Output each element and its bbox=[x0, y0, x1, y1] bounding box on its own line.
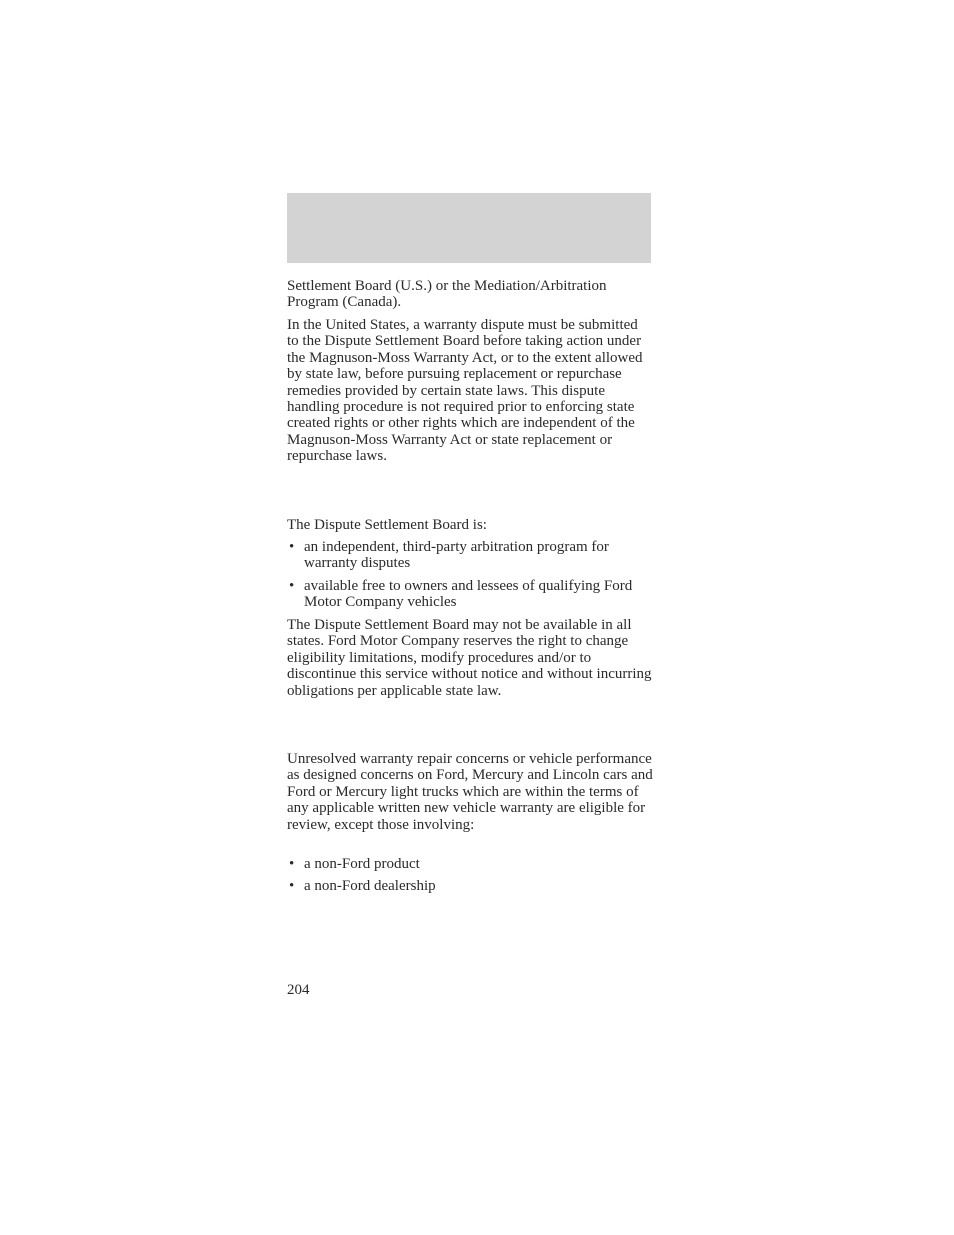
list-item bbox=[287, 539, 653, 572]
list-item-text: an independent, third-party arbitration program for warranty disputes bbox=[304, 539, 609, 572]
list-item-text: available free to owners and lessees of qualifying Ford Motor Company vehicles bbox=[304, 577, 633, 611]
list-item bbox=[287, 578, 653, 611]
header-band bbox=[287, 193, 651, 263]
list-item bbox=[287, 856, 653, 872]
list-item bbox=[287, 878, 653, 894]
page-number: 204 bbox=[287, 982, 310, 998]
paragraph-us-dispute: In the United States, a warranty dispute must be submitted to the Dispute Settlement Board before taking action under the Magnuson-Moss Warranty Act, or to the extent allowed by state law, before pursuing replacement or repurchase remedies provided by certain state laws. This dispute handling procedure is not required prior to enforcing state created rights or other rights which are independent of the Magnuson-Moss Warranty Act or state replacement or repurchase laws. bbox=[287, 317, 643, 465]
bullet-icon: • bbox=[289, 539, 295, 555]
bullet-list-exceptions bbox=[287, 856, 653, 895]
list-item-text: a non-Ford dealership bbox=[304, 878, 436, 895]
bullet-icon: • bbox=[289, 856, 295, 872]
list-item-text: a non-Ford product bbox=[304, 856, 420, 872]
paragraph-eligibility: Unresolved warranty repair concerns or vehicle performance as designed concerns on Ford, Mercury and Lincoln cars and Ford or Mercury light trucks which are within the terms of any applicable written new vehicle warranty are eligible for review, except those involving: bbox=[287, 751, 653, 833]
paragraph-settlement-board: Settlement Board (U.S.) or the Mediation/Arbitration Program (Canada). bbox=[287, 278, 607, 311]
paragraph-board-is: The Dispute Settlement Board is: bbox=[287, 517, 487, 533]
paragraph-availability: The Dispute Settlement Board may not be available in all states. Ford Motor Company reserves the right to change eligibility limitations, modify procedures and/or to discontinue this service without notice and without incurring obligations per applicable state law. bbox=[287, 617, 652, 699]
bullet-list-board bbox=[287, 539, 653, 611]
bullet-icon: • bbox=[289, 878, 295, 895]
bullet-icon: • bbox=[289, 577, 295, 594]
